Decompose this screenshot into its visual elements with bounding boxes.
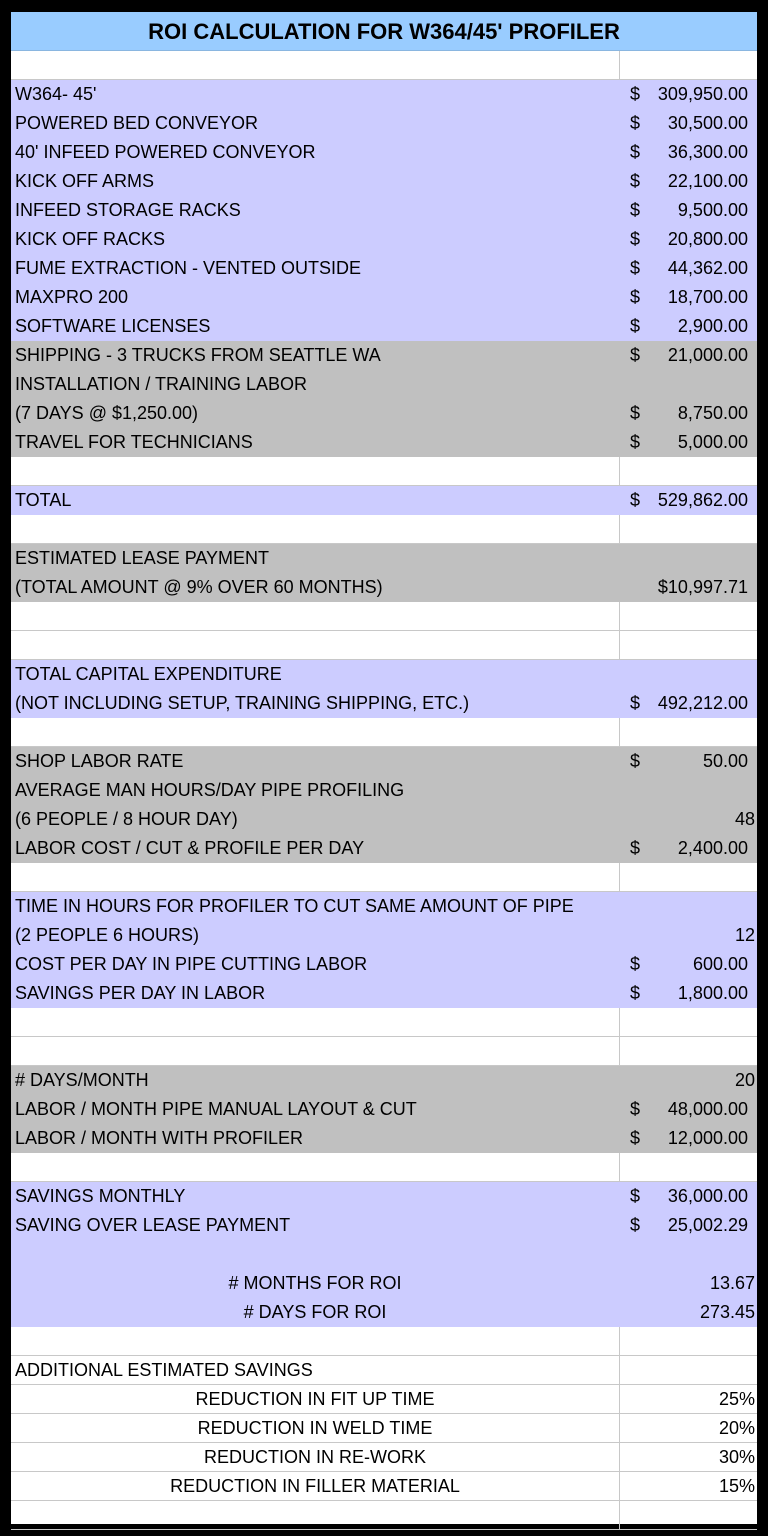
row-label-cell[interactable]: REDUCTION IN RE-WORK: [204, 1447, 426, 1467]
row-label-cell[interactable]: [11, 863, 619, 891]
row-value: 22,100.00: [667, 171, 748, 191]
currency-symbol: $: [630, 693, 641, 713]
row-value: 273.45: [699, 1302, 755, 1322]
row-value-cell[interactable]: [619, 1211, 757, 1239]
table-row: [11, 573, 757, 602]
row-value-cell[interactable]: [619, 51, 757, 79]
row-value-cell[interactable]: [619, 1095, 757, 1123]
table-row: [11, 1182, 757, 1211]
row-value-cell[interactable]: [619, 1066, 757, 1094]
table-row: [11, 1501, 757, 1530]
row-value-cell[interactable]: [619, 631, 757, 659]
row-label-cell[interactable]: AVERAGE MAN HOURS/DAY PIPE PROFILING: [15, 780, 405, 800]
row-value: 20,800.00: [667, 229, 748, 249]
row-label-cell[interactable]: LABOR / MONTH WITH PROFILER: [15, 1128, 304, 1148]
row-label-cell[interactable]: LABOR / MONTH PIPE MANUAL LAYOUT & CUT: [15, 1099, 417, 1119]
row-value: 18,700.00: [667, 287, 748, 307]
row-label-cell[interactable]: TOTAL CAPITAL EXPENDITURE: [15, 664, 282, 684]
currency-symbol: $: [630, 229, 641, 249]
currency-symbol: $: [630, 432, 641, 452]
table-row: [11, 1124, 757, 1153]
table-row: [11, 805, 757, 834]
row-value-cell[interactable]: [619, 573, 757, 601]
row-value: 529,862.00: [657, 490, 748, 510]
row-label-cell[interactable]: [11, 1153, 619, 1181]
row-label-cell[interactable]: # MONTHS FOR ROI: [228, 1273, 402, 1293]
row-label-cell[interactable]: COST PER DAY IN PIPE CUTTING LABOR: [15, 954, 368, 974]
currency-symbol: $: [630, 316, 641, 336]
currency-symbol: $: [630, 113, 641, 133]
row-value-cell[interactable]: [619, 80, 757, 108]
table-row: [11, 370, 757, 399]
row-label-cell[interactable]: KICK OFF RACKS: [15, 229, 166, 249]
currency-symbol: $: [630, 84, 641, 104]
row-value: 2,400.00: [677, 838, 748, 858]
table-row: [11, 196, 757, 225]
table-row: [11, 515, 757, 544]
table-row: [11, 167, 757, 196]
row-value-cell[interactable]: [619, 399, 757, 427]
row-value-cell[interactable]: [619, 544, 757, 572]
row-value-cell[interactable]: [619, 167, 757, 195]
table-row: [11, 544, 757, 573]
table-row: [11, 1211, 757, 1240]
row-value-cell[interactable]: [619, 689, 757, 717]
row-label-cell[interactable]: MAXPRO 200: [15, 287, 129, 307]
row-value-cell[interactable]: [619, 863, 757, 891]
table-row: [11, 747, 757, 776]
row-value-cell[interactable]: [619, 660, 757, 688]
row-value-cell[interactable]: [619, 1443, 757, 1471]
row-value-cell[interactable]: [619, 1182, 757, 1210]
row-label-cell[interactable]: (TOTAL AMOUNT @ 9% OVER 60 MONTHS): [15, 577, 383, 597]
row-value-cell[interactable]: [619, 1269, 757, 1297]
row-value-cell[interactable]: [619, 747, 757, 775]
currency-symbol: $: [630, 200, 641, 220]
row-label-cell[interactable]: [11, 1037, 619, 1065]
currency-symbol: $: [630, 287, 641, 307]
currency-symbol: $: [630, 838, 641, 858]
table-row: [11, 399, 757, 428]
table-row: [11, 718, 757, 747]
row-label-cell[interactable]: SAVINGS PER DAY IN LABOR: [15, 983, 266, 1003]
row-label-cell[interactable]: ADDITIONAL ESTIMATED SAVINGS: [15, 1360, 313, 1380]
sheet-title: ROI CALCULATION FOR W364/45' PROFILER: [11, 12, 757, 51]
row-value-cell[interactable]: [619, 341, 757, 369]
row-label-cell[interactable]: (7 DAYS @ $1,250.00): [15, 403, 199, 423]
table-row: [11, 631, 757, 660]
table-row: [11, 428, 757, 457]
row-label-cell[interactable]: [11, 1240, 619, 1268]
row-value: 13.67: [709, 1273, 755, 1293]
row-label-cell[interactable]: W364- 45': [15, 84, 97, 104]
row-label-cell[interactable]: SHOP LABOR RATE: [15, 751, 184, 771]
row-value-cell[interactable]: [619, 486, 757, 514]
row-value-cell[interactable]: [619, 950, 757, 978]
row-value-cell[interactable]: [619, 1327, 757, 1355]
table-row: [11, 979, 757, 1008]
row-value: 2,900.00: [677, 316, 748, 336]
table-row: [11, 312, 757, 341]
row-label-cell[interactable]: (2 PEOPLE 6 HOURS): [15, 925, 200, 945]
row-value-cell[interactable]: [619, 805, 757, 833]
currency-symbol: $: [630, 171, 641, 191]
table-row: [11, 602, 757, 631]
row-value-cell[interactable]: [619, 1356, 757, 1384]
row-value-cell[interactable]: [619, 312, 757, 340]
row-value-cell[interactable]: [619, 138, 757, 166]
row-value-cell[interactable]: [619, 1240, 757, 1268]
row-label-cell[interactable]: SHIPPING - 3 TRUCKS FROM SEATTLE WA: [15, 345, 381, 365]
table-row: [11, 138, 757, 167]
row-value: 15%: [718, 1476, 755, 1496]
row-label-cell[interactable]: LABOR COST / CUT & PROFILE PER DAY: [15, 838, 365, 858]
row-value: 309,950.00: [657, 84, 748, 104]
row-value-cell[interactable]: [619, 428, 757, 456]
table-row: [11, 1008, 757, 1037]
row-value-cell[interactable]: [619, 1298, 757, 1326]
table-row: [11, 283, 757, 312]
row-value: 36,000.00: [667, 1186, 748, 1206]
table-row: [11, 892, 757, 921]
row-value: 30,500.00: [667, 113, 748, 133]
row-value: 25,002.29: [667, 1215, 748, 1235]
row-value-cell[interactable]: [619, 370, 757, 398]
table-row: [11, 1153, 757, 1182]
table-row: [11, 1298, 757, 1327]
row-label-cell[interactable]: SOFTWARE LICENSES: [15, 316, 211, 336]
row-value-cell[interactable]: [619, 1037, 757, 1065]
row-label-cell[interactable]: REDUCTION IN WELD TIME: [197, 1418, 433, 1438]
row-label-cell[interactable]: [11, 515, 619, 543]
row-label-cell[interactable]: [11, 51, 619, 79]
currency-symbol: $: [630, 258, 641, 278]
row-label-cell[interactable]: (NOT INCLUDING SETUP, TRAINING SHIPPING, ETC.): [15, 693, 470, 713]
row-value: 9,500.00: [677, 200, 748, 220]
row-value-cell[interactable]: [619, 834, 757, 862]
row-label-cell[interactable]: INSTALLATION / TRAINING LABOR: [15, 374, 308, 394]
table-row: [11, 660, 757, 689]
table-row: [11, 1385, 757, 1414]
currency-symbol: $: [630, 142, 641, 162]
table-row: [11, 689, 757, 718]
row-value: 50.00: [702, 751, 748, 771]
row-label-cell[interactable]: [11, 1501, 619, 1529]
row-label-cell[interactable]: TOTAL: [15, 490, 72, 510]
table-row: [11, 1095, 757, 1124]
row-label-cell[interactable]: [11, 631, 619, 659]
table-row: [11, 486, 757, 515]
row-value: 1,800.00: [677, 983, 748, 1003]
row-value: 5,000.00: [677, 432, 748, 452]
row-label-cell[interactable]: REDUCTION IN FIT UP TIME: [195, 1389, 435, 1409]
row-label-cell[interactable]: [11, 718, 619, 746]
table-row: [11, 1327, 757, 1356]
table-row: [11, 1443, 757, 1472]
spreadsheet: [11, 12, 757, 1524]
row-value: $10,997.71: [657, 577, 748, 597]
row-label-cell[interactable]: KICK OFF ARMS: [15, 171, 155, 191]
row-value-cell[interactable]: [619, 1124, 757, 1152]
row-label-cell[interactable]: SAVING OVER LEASE PAYMENT: [15, 1215, 291, 1235]
table-row: [11, 950, 757, 979]
row-label-cell[interactable]: [11, 1008, 619, 1036]
table-row: [11, 109, 757, 138]
table-row: [11, 1269, 757, 1298]
row-value-cell[interactable]: [619, 892, 757, 920]
currency-symbol: $: [630, 751, 641, 771]
currency-symbol: $: [630, 954, 641, 974]
row-value-cell[interactable]: [619, 776, 757, 804]
row-value: 48,000.00: [667, 1099, 748, 1119]
table-row: [11, 341, 757, 370]
row-value: 20: [734, 1070, 755, 1090]
row-value-cell[interactable]: [619, 1008, 757, 1036]
row-label-cell[interactable]: [11, 1327, 619, 1355]
row-label-cell[interactable]: SAVINGS MONTHLY: [15, 1186, 186, 1206]
table-row: [11, 1356, 757, 1385]
table-row: [11, 254, 757, 283]
row-value-cell[interactable]: [619, 1385, 757, 1413]
row-value: 8,750.00: [677, 403, 748, 423]
row-label-cell[interactable]: [11, 457, 619, 485]
row-value-cell[interactable]: [619, 254, 757, 282]
row-value-cell[interactable]: [619, 1153, 757, 1181]
table-row: [11, 457, 757, 486]
row-value-cell[interactable]: [619, 1501, 757, 1529]
row-value: 44,362.00: [667, 258, 748, 278]
table-row: [11, 921, 757, 950]
currency-symbol: $: [630, 345, 641, 365]
row-value-cell[interactable]: [619, 515, 757, 543]
row-value-cell[interactable]: [619, 196, 757, 224]
row-value: 12,000.00: [667, 1128, 748, 1148]
row-label-cell[interactable]: ESTIMATED LEASE PAYMENT: [15, 548, 270, 568]
row-label-cell[interactable]: REDUCTION IN FILLER MATERIAL: [170, 1476, 460, 1496]
row-value-cell[interactable]: [619, 602, 757, 630]
row-label-cell[interactable]: INFEED STORAGE RACKS: [15, 200, 241, 220]
table-row: [11, 1066, 757, 1095]
table-row: [11, 51, 757, 80]
row-value-cell[interactable]: [619, 457, 757, 485]
row-label-cell[interactable]: [11, 602, 619, 630]
row-value: 30%: [718, 1447, 755, 1467]
row-value-cell[interactable]: [619, 718, 757, 746]
currency-symbol: $: [630, 403, 641, 423]
row-value: 12: [734, 925, 755, 945]
row-label-cell[interactable]: TRAVEL FOR TECHNICIANS: [15, 432, 253, 452]
table-row: [11, 1037, 757, 1066]
row-value-cell[interactable]: [619, 979, 757, 1007]
row-value-cell[interactable]: [619, 921, 757, 949]
table-row: [11, 80, 757, 109]
row-value-cell[interactable]: [619, 1414, 757, 1442]
table-row: [11, 863, 757, 892]
row-value-cell[interactable]: [619, 283, 757, 311]
currency-symbol: $: [630, 1186, 641, 1206]
row-label-cell[interactable]: FUME EXTRACTION - VENTED OUTSIDE: [15, 258, 362, 278]
currency-symbol: $: [630, 1099, 641, 1119]
table-row: [11, 1240, 757, 1269]
table-row: [11, 834, 757, 863]
currency-symbol: $: [630, 1128, 641, 1148]
currency-symbol: $: [630, 490, 641, 510]
row-label-cell[interactable]: (6 PEOPLE / 8 HOUR DAY): [15, 809, 238, 829]
table-row: [11, 1472, 757, 1501]
currency-symbol: $: [630, 983, 641, 1003]
row-label-cell[interactable]: 40' INFEED POWERED CONVEYOR: [15, 142, 316, 162]
row-value: 20%: [718, 1418, 755, 1438]
row-value-cell[interactable]: [619, 109, 757, 137]
row-label-cell[interactable]: TIME IN HOURS FOR PROFILER TO CUT SAME AMOUNT OF PIPE: [15, 896, 574, 916]
row-value: 48: [734, 809, 755, 829]
row-label-cell[interactable]: # DAYS/MONTH: [15, 1070, 149, 1090]
row-value: 492,212.00: [657, 693, 748, 713]
row-value: 25%: [718, 1389, 755, 1409]
row-label-cell[interactable]: # DAYS FOR ROI: [243, 1302, 387, 1322]
table-row: [11, 776, 757, 805]
row-value: 600.00: [692, 954, 748, 974]
currency-symbol: $: [630, 1215, 641, 1235]
row-label-cell[interactable]: POWERED BED CONVEYOR: [15, 113, 259, 133]
row-value-cell[interactable]: [619, 225, 757, 253]
row-value-cell[interactable]: [619, 1472, 757, 1500]
table-row: [11, 225, 757, 254]
table-row: [11, 1414, 757, 1443]
row-value: 36,300.00: [667, 142, 748, 162]
row-value: 21,000.00: [667, 345, 748, 365]
